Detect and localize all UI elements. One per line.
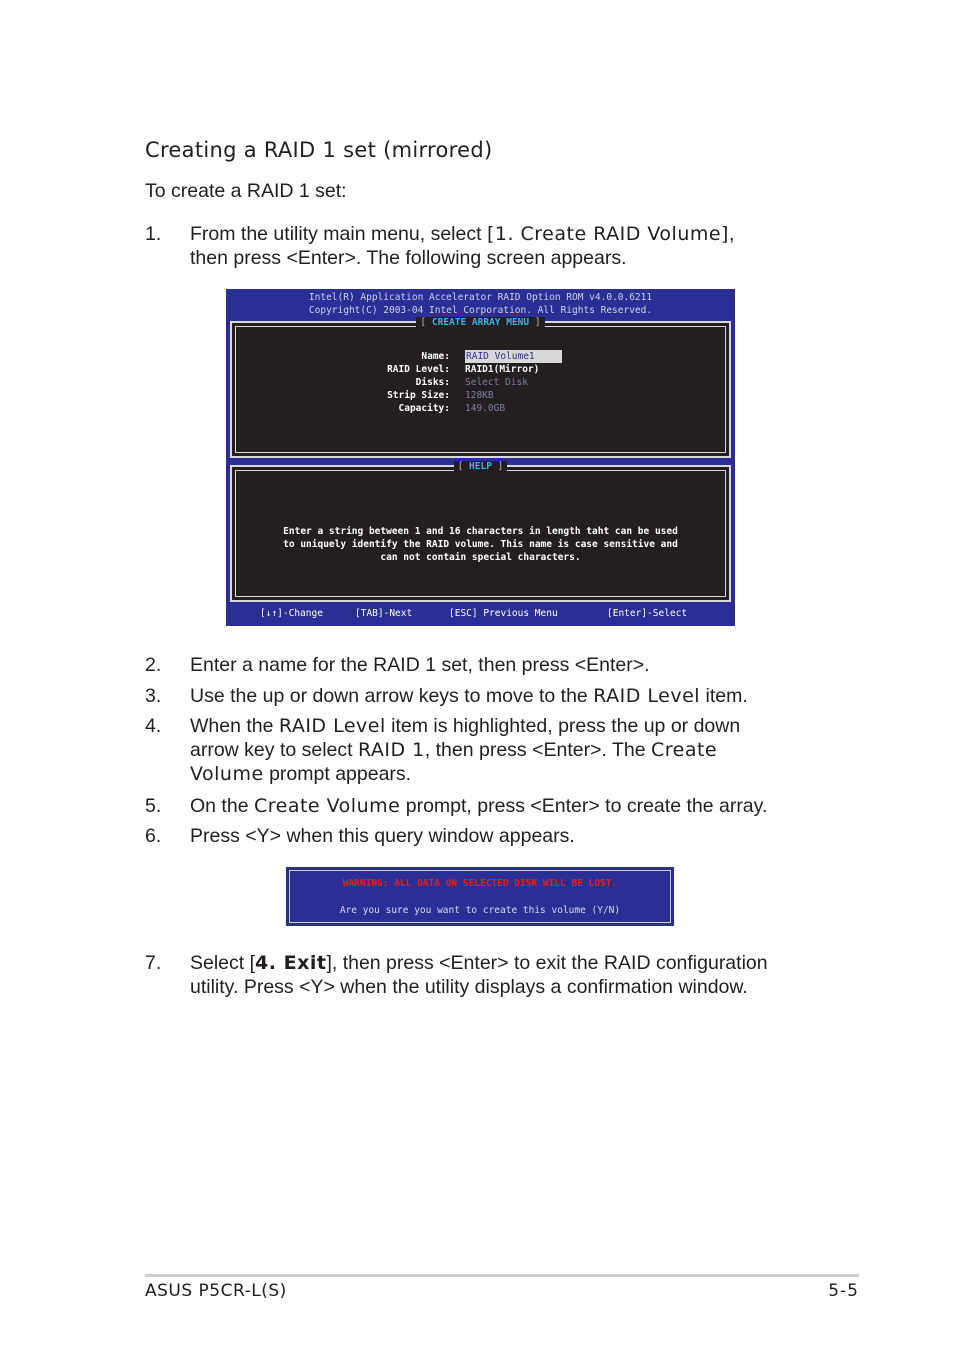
step-text: Press <Y> when this query window appears. (190, 825, 575, 847)
field-row[interactable] (232, 350, 729, 363)
step-text: , then press <Enter>. The (424, 739, 651, 761)
help-line: to uniquely identify the RAID volume. This name is case sensitive and (283, 539, 678, 550)
field-label: RAID Level: (387, 364, 450, 375)
create-volume-highlight: Create Volume (253, 795, 401, 817)
step-text: item. (700, 685, 748, 707)
step-text: prompt, press <Enter> to create the array. (400, 795, 768, 817)
step-text: ], then press <Enter> to exit the RAID configuration (326, 952, 768, 974)
field-row[interactable] (232, 363, 729, 376)
bios-header-line: Copyright(C) 2003-04 Intel Corporation. All Rights Reserved. (308, 305, 653, 316)
raid-level-value[interactable]: RAID1(Mirror) (465, 364, 540, 375)
step-text: From the utility main menu, select (190, 223, 487, 245)
step-text: , (728, 223, 735, 245)
step-number: 1. (145, 223, 162, 245)
step-number: 3. (145, 685, 162, 707)
step-text: item is highlighted, press the up or down (385, 715, 741, 737)
create-highlight: Create (650, 739, 718, 761)
field-label: Capacity: (398, 403, 450, 414)
panel-title: CREATE ARRAY MENU (431, 317, 530, 328)
step-text: On the (190, 795, 254, 817)
confirmation-dialog (285, 866, 675, 927)
bios-header (226, 291, 735, 317)
create-array-panel: [ CREATE ARRAY MENU ] Name: RAID Volume1 RAID Level: RAID1(Mirror) Disks: Select Disk Strip Size: 128KB Capacity: 149.0GB (230, 321, 731, 458)
step-number: 6. (145, 825, 162, 847)
step-5 (145, 794, 825, 818)
step-text: then press <Enter>. The following screen appears. (190, 247, 627, 269)
footer-divider (145, 1274, 859, 1277)
page-number: 5-5 (828, 1281, 859, 1301)
step-text: utility. Press <Y> when the utility displays a confirmation window. (190, 976, 748, 998)
step-3 (145, 684, 825, 708)
menu-option-highlight: [1. Create RAID Volume] (486, 223, 729, 245)
bios-key-legend (226, 606, 735, 622)
step-text: When the (190, 715, 279, 737)
name-input[interactable]: RAID Volume1 (465, 350, 562, 363)
raid-level-highlight: RAID Level (278, 715, 386, 737)
array-fields (232, 350, 729, 415)
step-text: Use the up or down arrow keys to move to the (190, 685, 594, 707)
bios-screenshot (226, 289, 735, 626)
help-line: can not contain special characters. (380, 552, 581, 563)
panel-title: HELP (469, 461, 492, 472)
field-label: Strip Size: (387, 390, 450, 401)
intro-text: To create a RAID 1 set: (145, 180, 347, 202)
warning-text: WARNING: ALL DATA ON SELECTED DISK WILL BE LOST. (342, 878, 618, 889)
field-row[interactable] (232, 389, 729, 402)
raid-level-highlight: RAID Level (593, 685, 701, 707)
step-6 (145, 824, 825, 848)
step-text: Select [ (190, 952, 256, 974)
field-row[interactable] (232, 402, 729, 415)
help-text (232, 525, 729, 564)
step-number: 5. (145, 795, 162, 817)
help-line: Enter a string between 1 and 16 characters in length taht can be used (283, 526, 678, 537)
field-label: Disks: (415, 377, 450, 388)
help-panel: [ HELP ] Enter a string between 1 and 16 characters in length taht can be used to uniquely identify the RAID volume. This name is case sensitive and can not contain special characters. (230, 465, 731, 602)
field-row[interactable] (232, 376, 729, 389)
capacity-value: 149.0GB (465, 403, 506, 414)
step-number: 7. (145, 952, 162, 974)
footer-product: ASUS P5CR-L(S) (145, 1281, 287, 1301)
key-hint-change: [↓↑]-Change (260, 608, 323, 619)
step-1 (145, 222, 825, 270)
step-number: 2. (145, 654, 162, 676)
field-label: Name: (421, 351, 450, 362)
volume-highlight: Volume (190, 763, 264, 785)
step-number: 4. (145, 715, 162, 737)
step-text: arrow key to select (190, 739, 358, 761)
key-hint-next: [TAB]-Next (355, 608, 413, 619)
section-heading: Creating a RAID 1 set (mirrored) (145, 138, 493, 162)
strip-size-value[interactable]: 128KB (465, 390, 494, 401)
step-4 (145, 714, 825, 786)
disks-value[interactable]: Select Disk (465, 377, 528, 388)
key-hint-previous: [ESC] Previous Menu (449, 608, 558, 619)
step-text: Enter a name for the RAID 1 set, then press <Enter>. (190, 654, 650, 676)
exit-highlight: 4. Exit (255, 952, 327, 974)
step-text: prompt appears. (263, 763, 412, 785)
step-2 (145, 653, 825, 677)
bios-header-line: Intel(R) Application Accelerator RAID Option ROM v4.0.0.6211 (308, 292, 653, 303)
key-hint-select: [Enter]-Select (607, 608, 688, 619)
raid-1-highlight: RAID 1 (357, 739, 425, 761)
confirm-prompt: Are you sure you want to create this volume (Y/N) (339, 905, 621, 916)
step-7 (145, 951, 825, 999)
